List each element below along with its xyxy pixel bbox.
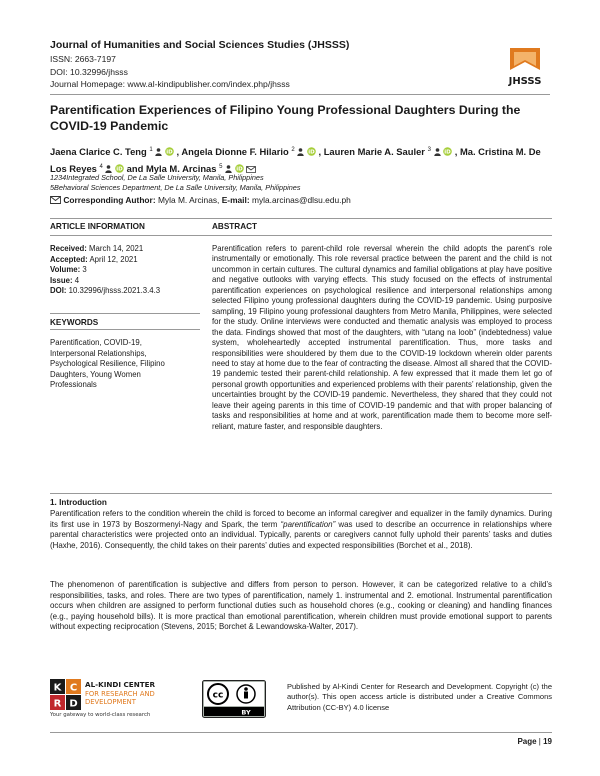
al-kindi-logo [50,679,190,717]
article-info [50,244,200,297]
volume-value: 3 [82,265,87,275]
page-number: Page | 19 [517,737,552,746]
svg-text:iD: iD [235,166,243,173]
logo-line: FOR RESEARCH AND [85,690,155,698]
author-superscript: 3 [427,147,431,153]
author-superscript: 1 [149,147,153,153]
section-divider [50,235,552,236]
corresponding-label: Corresponding Author [63,195,153,205]
affiliation-line: 1234Integrated School, De La Salle University, Manila, Philippines [50,173,264,182]
svg-text:iD: iD [166,149,173,156]
svg-text:iD: iD [308,149,315,156]
svg-text:iD: iD [444,149,451,156]
introduction-heading: 1. Introduction [50,498,107,507]
jhsss-logo-text: JHSSS [508,76,542,87]
article-info-heading: ARTICLE INFORMATION [50,222,145,231]
logo-line: AL-KINDI CENTER [85,680,156,689]
abstract-heading: ABSTRACT [212,222,258,231]
journal-header [50,39,470,91]
journal-name: Journal of Humanities and Social Sciences Studies (JHSSS) [50,39,350,51]
volume-row: Volume: 3 [50,265,87,275]
jhsss-logo [500,40,550,90]
logo-tagline: Your gateway to world-class research [50,712,151,717]
intro-paragraph-1: Parentification refers to the condition wherein the child is forced to become an informal caregiver and equalizer in the family dynamics. During its first use in 1973 by Boszormenyi-Nagy and Spark, the term “parentification” was used to describe an occurrence in relationships where parental characteristics were projected onto an individual. Typically, parents or caregivers cannot fully uphold their parents’ tasks and duties (Haxhe, 2016). Consequently, the child takes on their parents’ duties and expected responsibilities (Borchet et al., 2018). [50,509,552,550]
author-name: Angela Dionne F. Hilario [181,146,289,158]
orcid-icon[interactable] [443,145,452,160]
journal-issn: ISSN: 2663-7197 [50,54,116,64]
author-separator: and [124,163,146,175]
section-divider [50,218,552,219]
author-separator: , [173,146,182,158]
logo-line: DEVELOPMENT [85,698,136,706]
author-separator: , [315,146,324,158]
cc-icon: cc [212,690,224,701]
author-superscript: 5 [219,164,223,171]
section-divider [50,493,552,494]
issue-value: 4 [74,275,80,285]
author-name: Myla M. Arcinas [145,163,217,175]
svg-text:iD: iD [116,166,123,173]
person-icon [434,145,441,160]
logo-letter: C [69,682,78,694]
person-icon [155,145,162,160]
received-row: Received: March 14, 2021 [50,244,144,253]
accepted-row: Accepted: April 12, 2021 [50,254,138,264]
page-number-value: 19 [543,737,552,746]
by-label: BY [241,708,251,717]
intro-paragraph-2: The phenomenon of parentification is subjective and differs from person to person. However, it can be categorized relative to a child’s responsibilities, tasks, and roles. There are two types of parentification, namely 1. instrumental and 2. emotional. Instrumental parentification occurs when children are assigned to perform functional duties such as household chores (e.g., cooking or cleaning) and handling finances (e.g., paying household bills). It is more practical than emotional parentification, wherein children must provide emotional support to parents without expecting reciprocation (Stevens, 2015; Borchet & Lewandowska-Walter, 2017). [50,580,552,632]
author-separator: , [452,146,460,158]
abstract-text: Parentification refers to parent-child role reversal wherein the child adopts the parent’s role instrumentally or emotionally. This role reversal practice between the parent and the child is not uncommon in certain cultures. The cultural dynamics and familial obligations at play have positive and negative outlooks with varying effects. This study focused on the effects of instrumental parentification experiences on psychological resilience and interpersonal relationships among selected Filipino young professional daughters during the COVID-19 pandemic. Using purposive sampling, 19 Filipino young professional daughters from Metro Manila, Philippines, were selected for the study. Online interviews were conducted and thematic analysis was employed to process the data. Findings showed that most of the daughters, with “utang na loob” (indebtedness) value system, wholeheartedly accepted instrumental parentification. Thus, more tasks and responsibilities were shouldered by them due to the COVID-19 lockdown wherein older parents need to stay at home due to the fear of contracting the disease. Almost all shared that the COVID-19 pandemic tested their parent-child relationship. A few expressed that it made them let go of personal growth opportunities and experienced problems with their parents’ relationship, given the uncertainties brought by the COVID-19 pandemic. Nevertheless, they shared that they could not leave their ageing parents in this time of COVID-19 pandemic and that with proper balancing of tasks and responsibilities at home and at work, parentification made them to become more self-reliant, mature faster, and responsible daughters. [212,244,552,431]
journal-homepage[interactable]: Journal Homepage: www.al-kindipublisher.com/index.php/jhsss [50,79,290,89]
orcid-icon[interactable] [165,145,174,160]
person-attribution-icon [244,692,248,699]
email-label: E-mail [221,195,247,205]
logo-letter: R [53,698,62,710]
corresponding-author: Corresponding Author: Myla M. Arcinas, E-mail: myla.arcinas@dlsu.edu.ph [50,195,550,206]
term-parentification: “parentification” [280,519,336,529]
doi-value[interactable]: 10.32996/jhsss.2021.3.4.3 [68,286,161,296]
author-superscript: 4 [99,164,103,171]
logo-letter: K [53,682,62,694]
author-name: Ma. Cristina M. De Los Reyes [50,146,541,175]
affiliation-line: 5Behavioral Sciences Department, De La Salle University, Manila, Philippines [50,183,301,192]
corresponding-email[interactable]: myla.arcinas@dlsu.edu.ph [251,195,351,205]
author-name: Jaena Clarice C. Teng [50,146,147,158]
cc-by-license-badge[interactable] [202,680,266,718]
header-divider [50,94,550,95]
author-superscript: 2 [291,147,295,153]
publisher-notice: Published by Al-Kindi Center for Research and Development. Copyright (c) the author(s). This open access article is distributed under a Creative Commons Attribution (CC-BY) 4.0 license [287,682,552,712]
keywords-divider [50,329,200,330]
orcid-icon[interactable] [307,145,316,160]
journal-doi: DOI: 10.32996/jhsss [50,66,128,77]
keywords-list: Parentification, COVID-19, Interpersonal Relationships, Psychological Resilience, Filipino Daughters, Young Women Professionals [50,338,165,390]
corresponding-name: Myla M. Arcinas [157,195,218,205]
keywords-heading: KEYWORDS [50,318,99,327]
article-title: Parentification Experiences of Filipino Young Professional Daughters During the COVID-19 Pandemic [50,103,521,133]
accepted-date: April 12, 2021 [89,254,138,264]
author-name: Lauren Marie A. Sauler [323,146,425,158]
received-date: March 14, 2021 [89,244,144,253]
footer-divider [50,732,552,733]
issue-row: Issue: 4 [50,275,80,285]
envelope-icon [50,196,61,206]
doi-row: DOI: 10.32996/jhsss.2021.3.4.3 [50,286,161,296]
logo-letter: D [69,698,78,710]
keywords-divider [50,313,200,314]
affiliations [50,173,550,193]
person-icon [297,145,304,160]
